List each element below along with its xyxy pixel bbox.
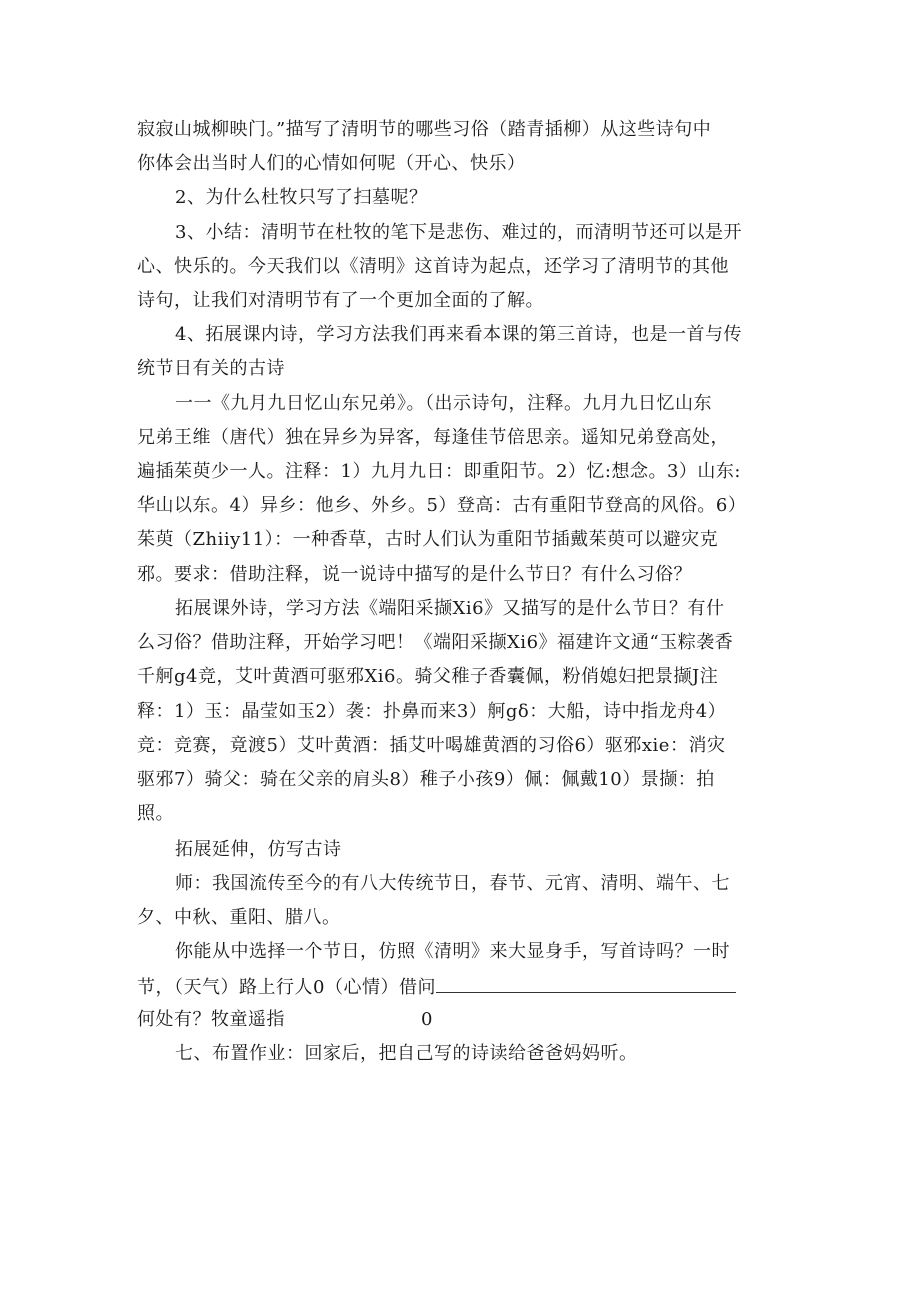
- text-line: 诗句，让我们对清明节有了一个更加全面的了解。: [137, 290, 544, 311]
- text-line: 千舸g4竞，艾叶黄酒可驱邪Xi6。骑父稚子香囊佩，粉俏媳妇把景撷J注: [137, 666, 719, 687]
- text-segment: 节，（天气）路上行人0（心情）借问: [137, 977, 436, 998]
- fill-in-blank[interactable]: [436, 974, 736, 993]
- text-line: 师：我国流传至今的有八大传统节日，春节、元宵、清明、端午、七: [175, 873, 730, 894]
- text-line: 么习俗？借助注释，开始学习吧！《端阳采撷Xi6》福建许文通“玉粽袭香: [137, 632, 734, 653]
- text-line: 邪。要求：借助注释，说一说诗中描写的是什么节日？有什么习俗？: [137, 564, 692, 585]
- text-line: 你体会出当时人们的心情如何呢（开心、快乐）: [137, 153, 526, 174]
- text-line: 拓展延伸，仿写古诗: [175, 839, 342, 860]
- text-line: 华山以东。4）异乡：他乡、外乡。5）登高：古有重阳节登高的风俗。6）: [137, 495, 747, 516]
- text-line: 兄弟王维（唐代）独在异乡为异客，每逢佳节倍思亲。遥知兄弟登高处，: [137, 427, 729, 448]
- text-line: 竞：竞赛，竟渡5）艾叶黄酒：插艾叶喝雄黄酒的习俗6）驱邪xie：消灾: [137, 735, 726, 756]
- text-line: 遍插茱萸少一人。注释：1）九月九日：即重阳节。2）忆:想念。3）山东:: [137, 461, 741, 482]
- text-line: 释：1）玉：晶莹如玉2）袭：扑鼻而来3）舸gδ：大船，诗中指龙舟4）: [137, 701, 727, 722]
- text-line: 驱邪7）骑父：骑在父亲的肩头8）稚子小孩9）佩：佩戴10）景撷：拍: [137, 769, 715, 790]
- text-line: 心、快乐的。今天我们以《清明》这首诗为起点，还学习了清明节的其他: [137, 256, 729, 277]
- text-line: 你能从中选择一个节日，仿照《清明》来大显身手，写首诗吗？一时: [175, 941, 730, 962]
- text-line: 何处有？牧童遥指: [137, 1009, 285, 1030]
- text-line: 0: [421, 1009, 433, 1030]
- fill-in-line: [137, 974, 736, 1000]
- text-line: 4、拓展课内诗，学习方法我们再来看本课的第三首诗，也是一首与传: [175, 324, 742, 345]
- text-line: 照。: [137, 803, 174, 824]
- text-line: 七、布置作业：回家后，把自己写的诗读给爸爸妈妈听。: [175, 1043, 638, 1064]
- text-line: 3、小结：清明节在杜牧的笔下是悲伤、难过的，而清明节还可以是开: [175, 222, 742, 243]
- text-line: 夕、中秋、重阳、腊八。: [137, 907, 341, 928]
- text-line: 寂寂山城柳映门。”描写了清明节的哪些习俗（踏青插柳）从这些诗句中: [137, 119, 712, 140]
- text-line: 2、为什么杜牧只写了扫墓呢？: [175, 187, 428, 208]
- text-line: 拓展课外诗，学习方法《端阳采撷Xi6》又描写的是什么节日？有什: [175, 598, 725, 619]
- text-line: 茱萸（Zhiiy11）：一种香草，古时人们认为重阳节插戴茱萸可以避灾克: [137, 529, 719, 550]
- text-line: 统节日有关的古诗: [137, 358, 285, 379]
- text-line: 一一《九月九日忆山东兄弟》。（出示诗句，注释。九月九日忆山东: [175, 393, 712, 414]
